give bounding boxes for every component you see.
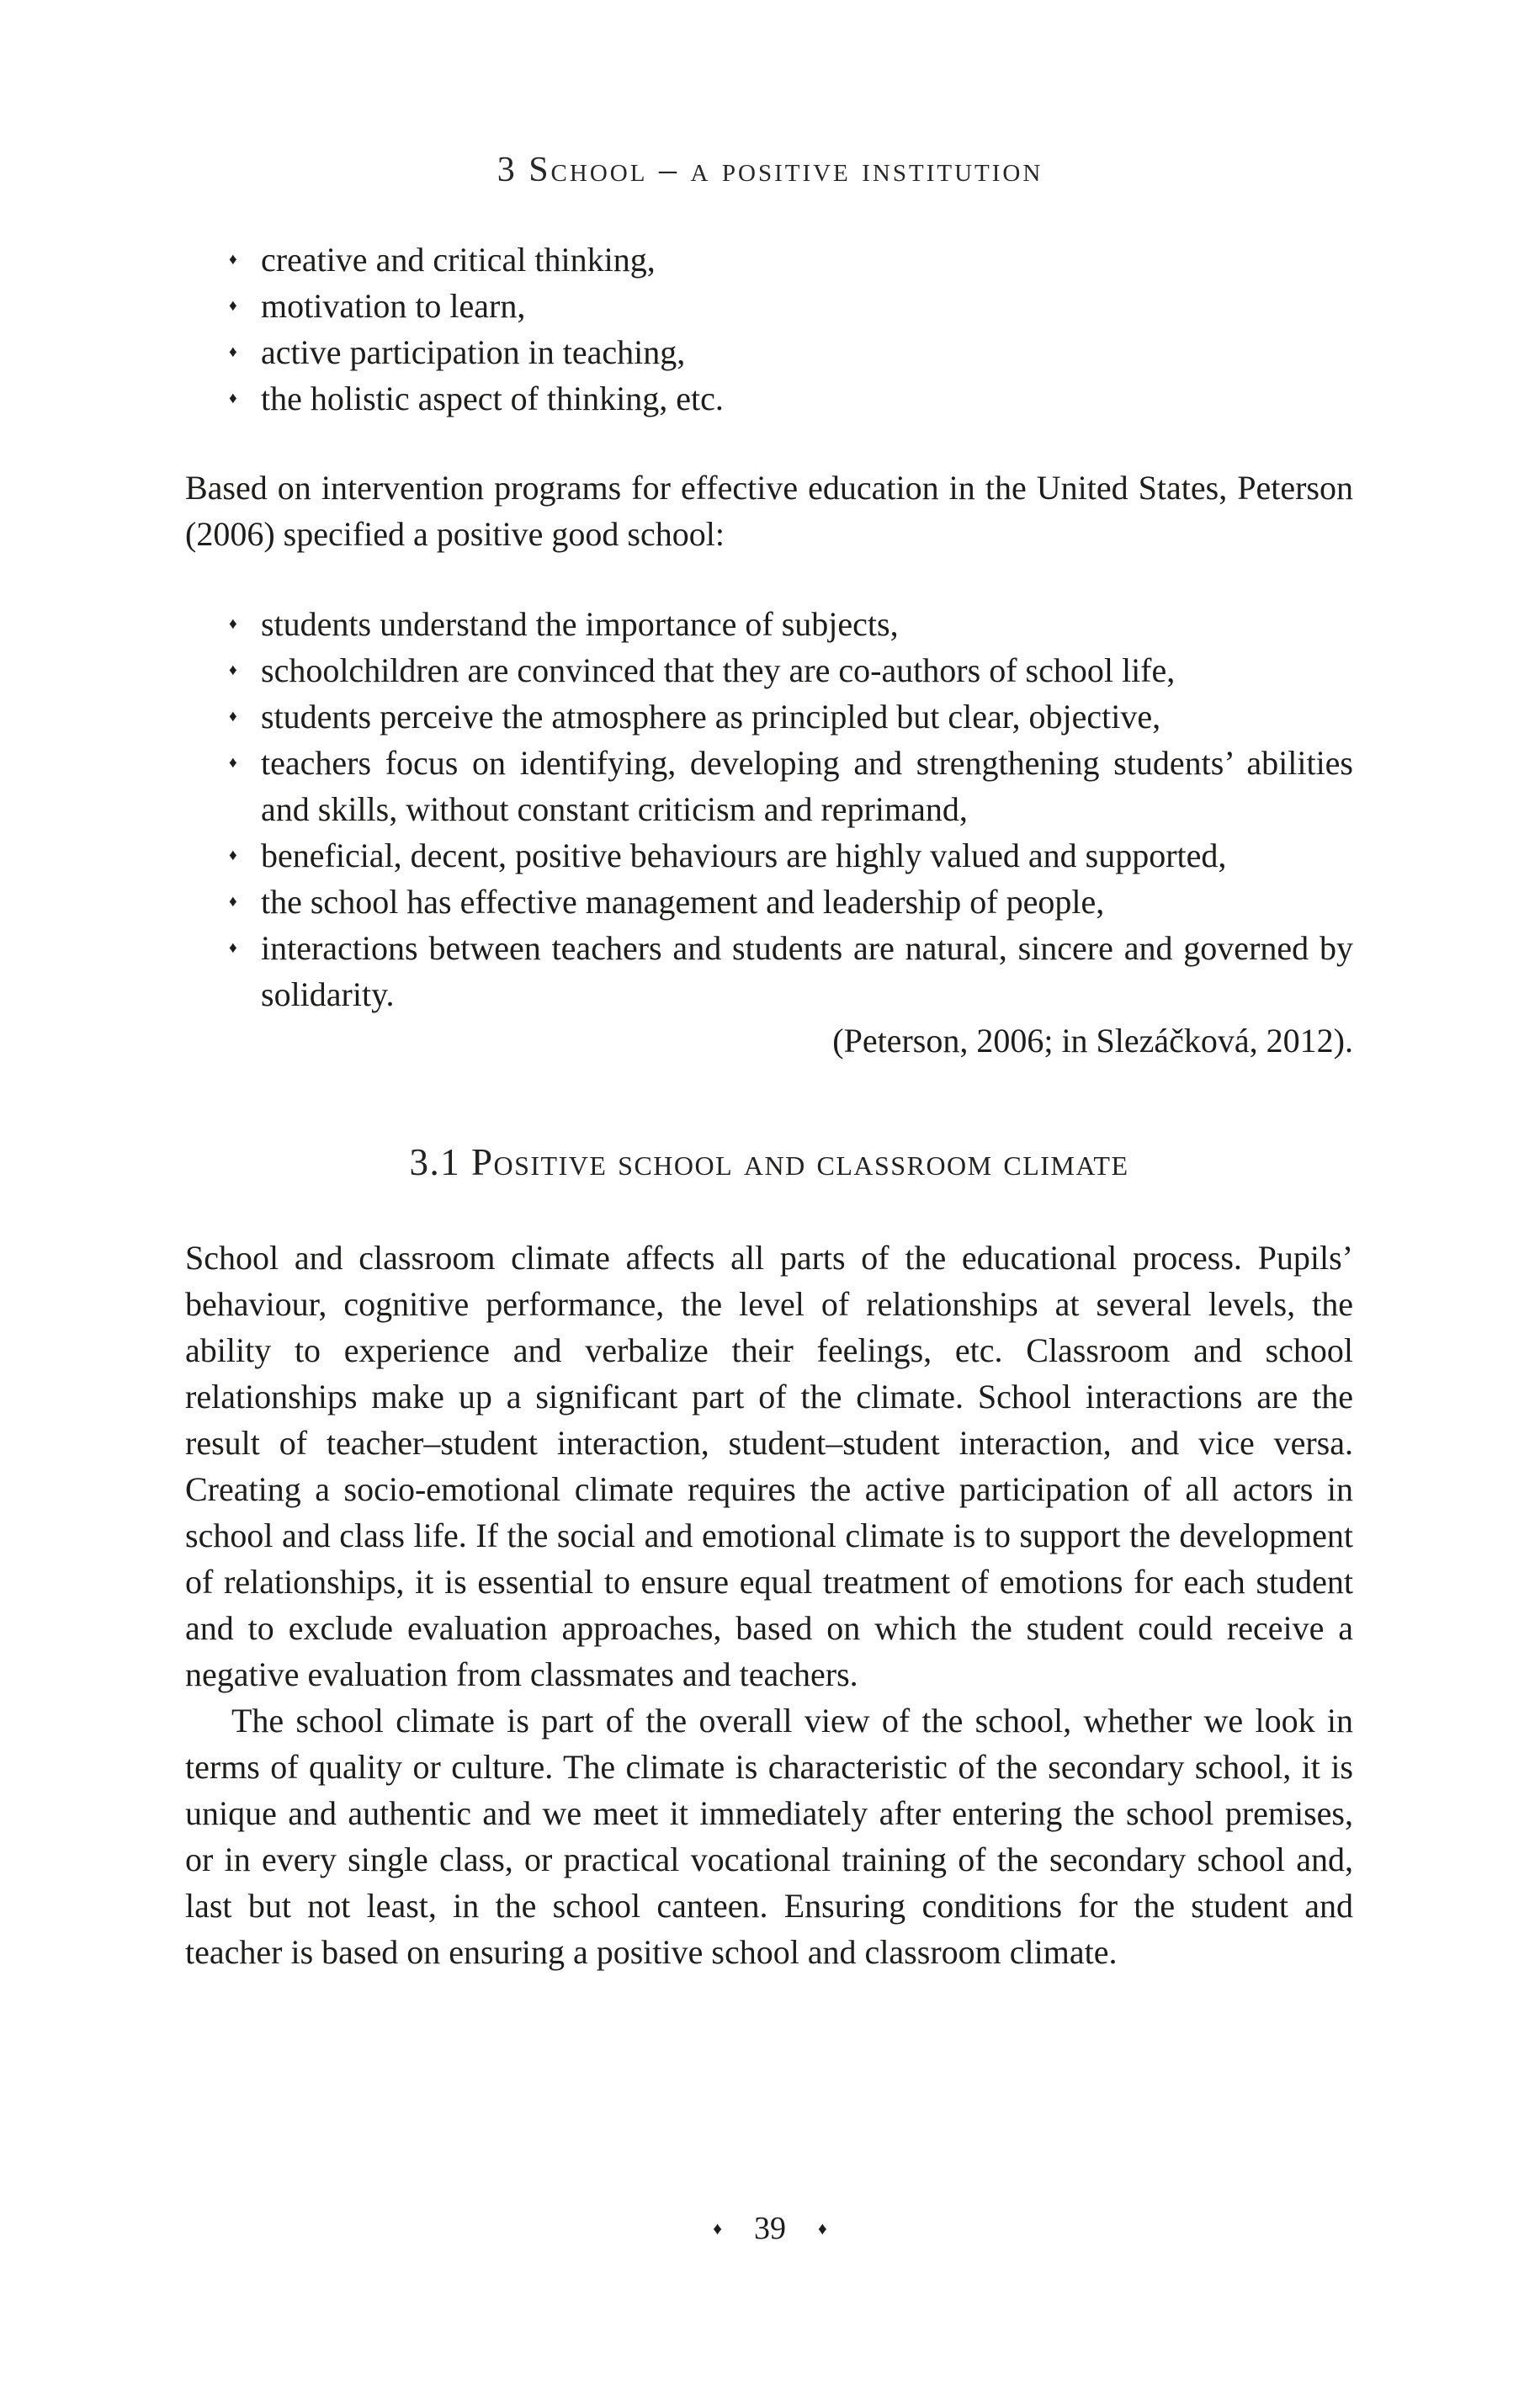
page-number: 39 xyxy=(754,2211,786,2246)
list-item xyxy=(229,832,1353,879)
diamond-bullet-icon: ♦ xyxy=(818,2218,827,2239)
citation-line: (Peterson, 2006; in Slezáčková, 2012). xyxy=(832,1022,1353,1060)
list-item-text: students perceive the atmosphere as principled but clear, objective, xyxy=(261,698,1161,736)
diamond-bullet-icon: ♦ xyxy=(229,343,237,361)
diamond-bullet-icon: ♦ xyxy=(229,847,237,864)
diamond-bullet-icon: ♦ xyxy=(229,251,237,268)
list-item xyxy=(229,283,1353,329)
diamond-bullet-icon: ♦ xyxy=(229,754,237,772)
list-item-text: beneficial, decent, positive behaviours are highly valued and supported, xyxy=(261,837,1227,874)
diamond-bullet-icon: ♦ xyxy=(229,708,237,725)
diamond-bullet-icon: ♦ xyxy=(229,893,237,911)
diamond-bullet-icon: ♦ xyxy=(713,2218,722,2239)
list-item xyxy=(229,879,1353,925)
list-item-text: the holistic aspect of thinking, etc. xyxy=(261,380,724,417)
section-paragraph: The school climate is part of the overall view of the school, whether we look in terms of quality or culture. The climate is characteristic of the secondary school, it is unique and authentic and we meet it immediately after entering the school premises, or in every single class, or practical vocational training of the secondary school and, last but not least, in the school canteen. Ensuring conditions for the student and teacher is based on ensuring a positive school and classroom climate. xyxy=(185,1702,1353,1971)
page-footer xyxy=(0,2210,1540,2247)
diamond-bullet-icon: ♦ xyxy=(229,390,237,407)
intro-list xyxy=(229,236,1353,422)
list-item xyxy=(229,740,1353,832)
list-item xyxy=(229,925,1353,1017)
peterson-intro-paragraph: Based on intervention programs for effective education in the United States, Peterson (2006) specified a positive good school: xyxy=(185,469,1353,553)
diamond-bullet-icon: ♦ xyxy=(229,939,237,957)
section-heading: 3.1 Positive school and classroom climate xyxy=(409,1141,1129,1183)
diamond-bullet-icon: ♦ xyxy=(229,661,237,679)
list-item xyxy=(229,693,1353,740)
list-item xyxy=(229,601,1353,647)
list-item-text: active participation in teaching, xyxy=(261,333,686,371)
text-block xyxy=(185,0,1353,1975)
list-item-text: teachers focus on identifying, developing and strengthening students’ abilities and skills, without constant criticism and reprimand, xyxy=(261,744,1353,828)
list-item-text: interactions between teachers and students are natural, sincere and governed by solidarity. xyxy=(261,929,1353,1013)
list-item xyxy=(229,647,1353,693)
diamond-bullet-icon: ♦ xyxy=(229,297,237,315)
section-paragraph: School and classroom climate affects all parts of the educational process. Pupils’ behaviour, cognitive performance, the level of relationships at several levels, the ability to experience and verbalize their feelings, etc. Classroom and school relationships make up a significant part of the climate. School interactions are the result of teacher–student interaction, student–student interaction, and vice versa. Creating a socio-emotional climate requires the active participation of all actors in school and class life. If the social and emotional climate is to support the development of relationships, it is essential to ensure equal treatment of emotions for each student and to exclude evaluation approaches, based on which the student could receive a negative evaluation from classmates and teachers. xyxy=(185,1239,1353,1693)
list-item-text: schoolchildren are convinced that they are co-authors of school life, xyxy=(261,651,1176,689)
running-header: 3 School – a positive institution xyxy=(497,151,1043,189)
list-item-text: the school has effective management and leadership of people, xyxy=(261,883,1105,921)
list-item xyxy=(229,236,1353,283)
list-item xyxy=(229,329,1353,375)
list-item xyxy=(229,375,1353,422)
diamond-bullet-icon: ♦ xyxy=(229,615,237,633)
list-item-text: students understand the importance of subjects, xyxy=(261,605,899,643)
list-item-text: motivation to learn, xyxy=(261,287,526,325)
peterson-list xyxy=(229,601,1353,1017)
list-item-text: creative and critical thinking, xyxy=(261,241,656,279)
